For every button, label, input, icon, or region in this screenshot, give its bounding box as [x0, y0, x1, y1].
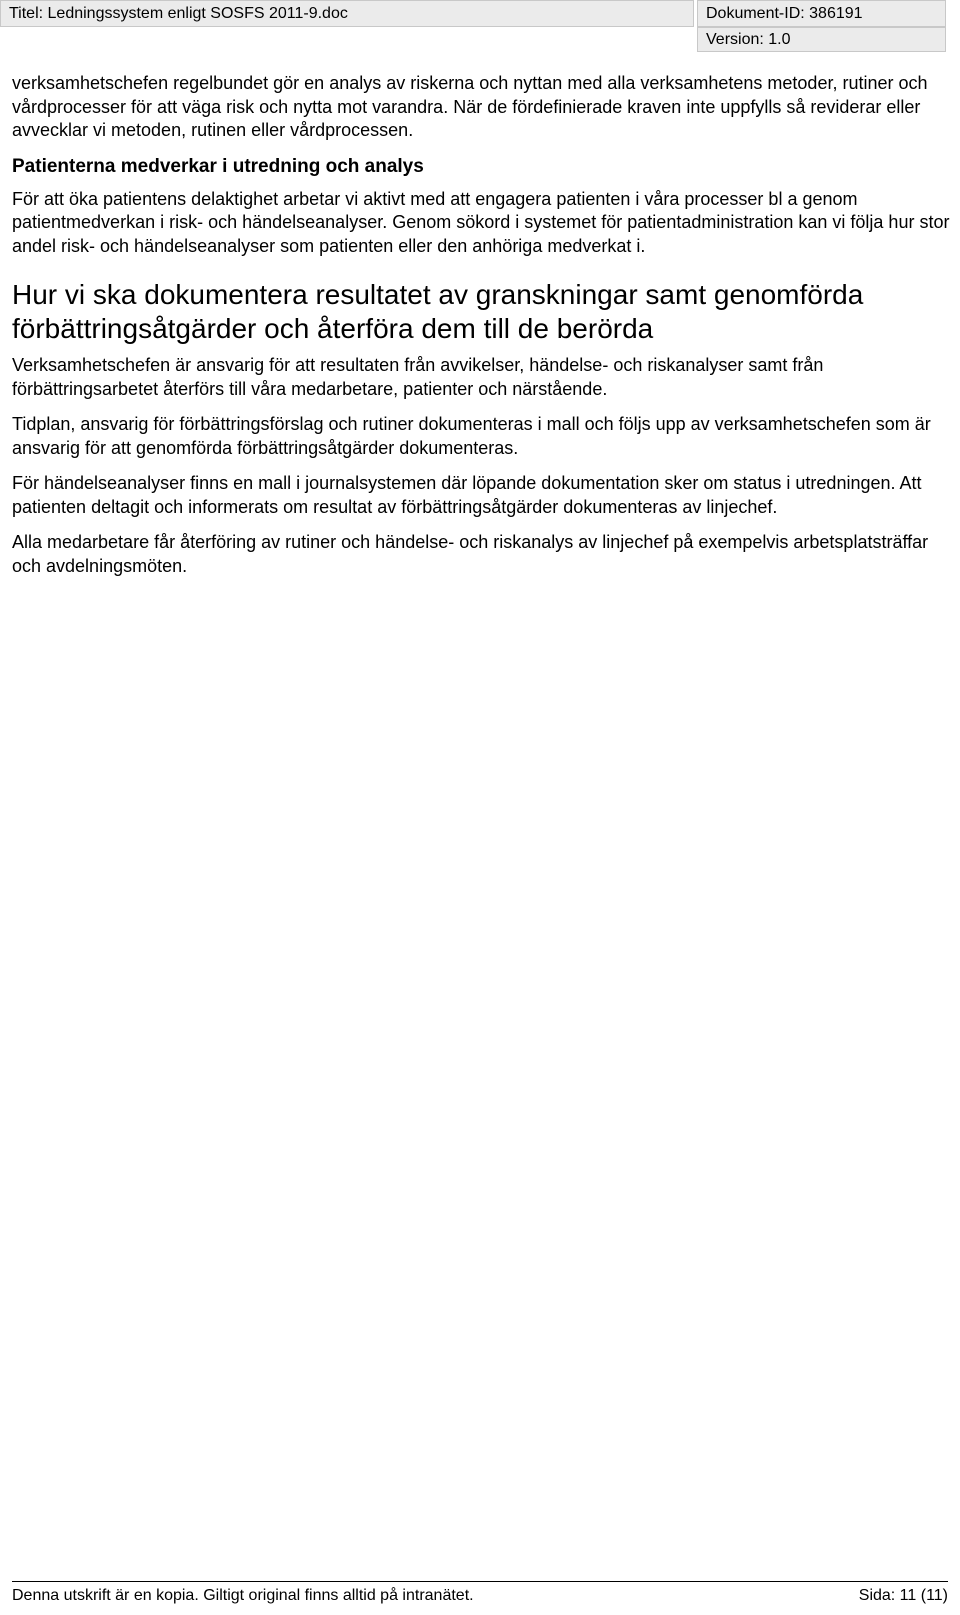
documentation-paragraph: Alla medarbetare får återföring av rutiner och händelse- och riskanalys av linjechef på exempelvis arbetsplatsträffar och avdelningsmöten.	[12, 532, 929, 576]
document-title: Titel: Ledningssystem enligt SOSFS 2011-9.doc	[0, 0, 694, 27]
document-version: Version: 1.0	[697, 27, 946, 52]
document-body	[12, 72, 952, 590]
section-heading-documentation: Hur vi ska dokumentera resultatet av granskningar samt genomförda förbättringsåtgärder och återföra dem till de berörda	[12, 279, 864, 344]
intro-paragraph: verksamhetschefen regelbundet gör en analys av riskerna och nyttan med alla verksamhetens metoder, rutiner och vårdprocesser för att väga risk och nytta mot varandra. När de fördefinierade kraven inte uppfylls så reviderar eller avvecklar vi metoden, rutinen eller vårdprocessen.	[12, 73, 928, 140]
documentation-paragraph: Verksamhetschefen är ansvarig för att resultaten från avvikelser, händelse- och riskanalyser samt från förbättringsarbetet återförs till våra medarbetare, patienter och närstående.	[12, 355, 824, 399]
document-footer	[12, 1581, 948, 1607]
documentation-paragraph: Tidplan, ansvarig för förbättringsförslag och rutiner dokumenteras i mall och följs upp av verksamhetschefen som är ansvarig för att genomförda förbättringsåtgärder dokumenteras.	[12, 414, 931, 458]
document-id: Dokument-ID: 386191	[697, 0, 946, 27]
documentation-paragraph: För händelseanalyser finns en mall i journalsystemen där löpande dokumentation sker om status i utredningen. Att patienten deltagit och informerats om resultat av förbättringsåtgärder dokumenteras av linjechef.	[12, 473, 922, 517]
copy-notice: Denna utskrift är en kopia. Giltigt original finns alltid på intranätet.	[12, 1587, 474, 1604]
document-header	[0, 0, 960, 52]
section-paragraph-patient-participation: För att öka patientens delaktighet arbetar vi aktivt med att engagera patienten i våra processer bl a genom patientmedverkan i risk- och händelseanalyser. Genom sökord i systemet för patientadministration kan vi följa hur stor andel risk- och händelseanalyser som patienten eller den anhöriga medverkat i.	[12, 188, 950, 256]
page-number: Sida: 11 (11)	[858, 1587, 948, 1604]
section-heading-patient-participation: Patienterna medverkar i utredning och analys	[12, 155, 424, 177]
